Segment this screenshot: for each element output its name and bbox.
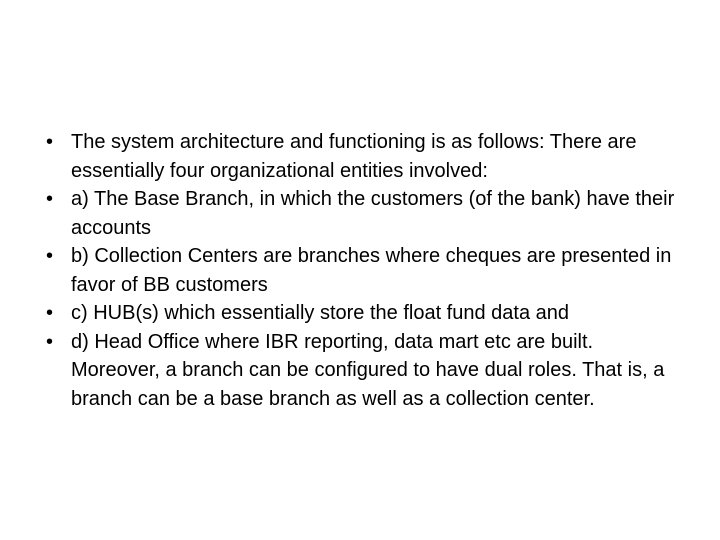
bullet-text: The system architecture and functioning is as follows: There are essentially four organizational entities involved: — [71, 131, 637, 182]
bullet-item-hub — [46, 299, 686, 328]
bullet-icon: • — [46, 330, 54, 353]
bullet-item-architecture — [46, 128, 686, 185]
bullet-text: c) HUB(s) which essentially store the float fund data and — [71, 302, 570, 324]
bullet-icon: • — [46, 188, 54, 210]
bullet-item-base-branch — [46, 185, 686, 242]
bullet-item-head-office — [46, 328, 686, 414]
bullet-text: a) The Base Branch, in which the customers (of the bank) have their accounts — [71, 188, 675, 239]
bullet-list — [46, 128, 686, 413]
bullet-icon: • — [46, 245, 54, 267]
bullet-icon: • — [46, 131, 54, 153]
bullet-text: b) Collection Centers are branches where cheques are presented in favor of BB customers — [71, 245, 672, 296]
bullet-text: d) Head Office where IBR reporting, data mart etc are built. Moreover, a branch can be configured to have dual roles. That is, a branch can be a base branch as well as a collection center. — [71, 330, 665, 410]
bullet-item-collection-centers — [46, 242, 686, 299]
bullet-icon: • — [46, 302, 54, 324]
